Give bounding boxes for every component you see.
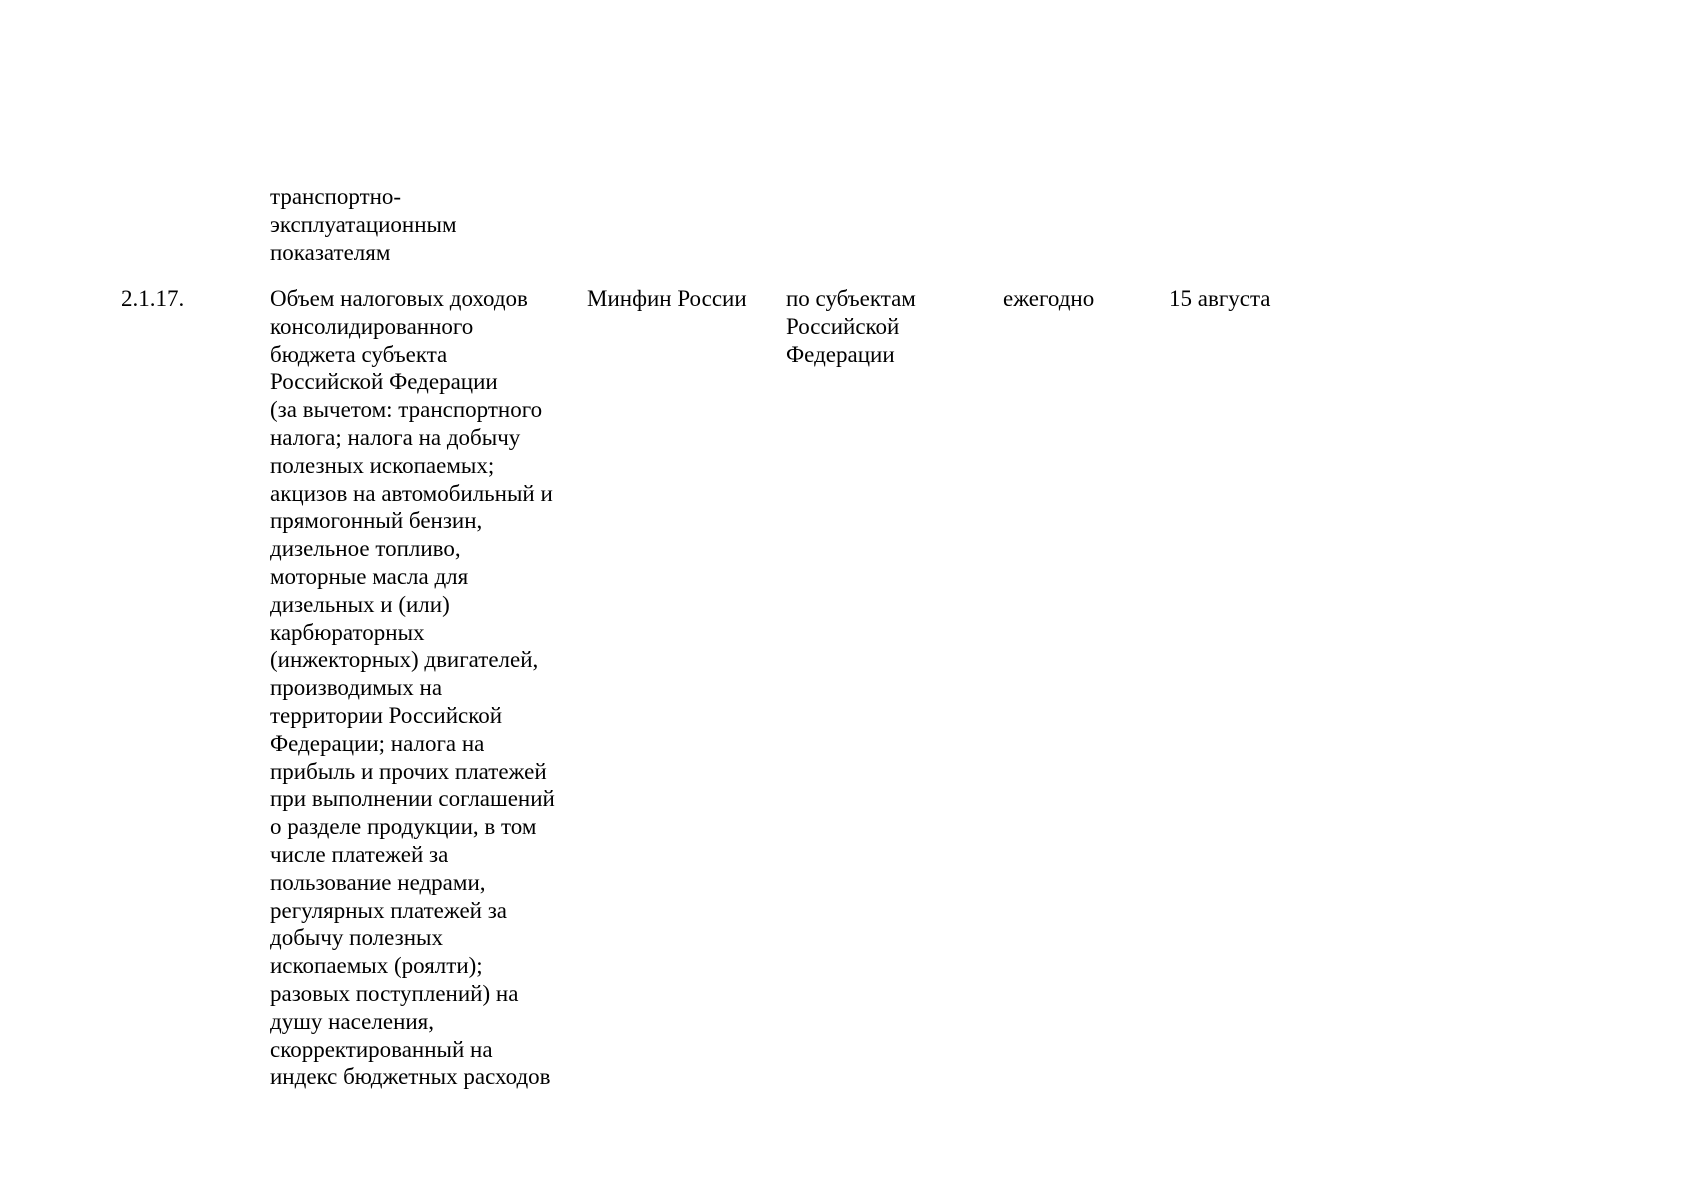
text-line: скорректированный на [270, 1036, 493, 1062]
text-line: Объем налоговых доходов [270, 286, 528, 311]
continued-indicator-name [270, 183, 457, 266]
text-line: при выполнении соглашений [270, 786, 555, 812]
text-line: акцизов на автомобильный и [270, 480, 553, 506]
text-line: моторные масла для [270, 563, 469, 589]
text-line: дизельных и (или) [270, 591, 450, 617]
text-line: индекс бюджетных расходов [270, 1064, 551, 1090]
aggregation-level [786, 285, 916, 368]
text-line: карбюраторных [270, 619, 425, 645]
text-line: эксплуатационным [270, 211, 457, 237]
text-line: бюджета субъекта [270, 341, 448, 367]
text-line: пользование недрами, [270, 869, 486, 895]
text-line: производимых на [270, 675, 443, 701]
text-line: (за вычетом: транспортного [270, 397, 543, 423]
responsible-agency: Минфин России [587, 286, 747, 311]
text-line: дизельное топливо, [270, 536, 461, 562]
row-number: 2.1.17. [121, 286, 185, 311]
text-line: прибыль и прочих платежей [270, 758, 547, 784]
text-line: ископаемых (роялти); [270, 953, 483, 979]
text-line: консолидированного [270, 313, 474, 339]
text-line: полезных ископаемых; [270, 452, 495, 478]
text-line: Федерации [786, 341, 895, 367]
text-line: числе платежей за [270, 841, 449, 867]
text-line: прямогонный бензин, [270, 508, 483, 534]
text-line: территории Российской [270, 702, 503, 728]
text-line: показателям [270, 239, 391, 265]
text-line: разовых поступлений) на [270, 980, 519, 1006]
text-line: Федерации; налога на [270, 730, 485, 756]
text-line: о разделе продукции, в том [270, 814, 537, 840]
text-line: Российской Федерации [270, 369, 498, 395]
text-line: налога; налога на добычу [270, 424, 521, 450]
text-line: транспортно- [270, 184, 402, 209]
text-line: регулярных платежей за [270, 897, 508, 923]
text-line: по субъектам [786, 286, 916, 311]
frequency: ежегодно [1003, 286, 1095, 311]
deadline: 15 августа [1169, 286, 1271, 311]
text-line: (инжекторных) двигателей, [270, 647, 539, 673]
text-line: добычу полезных [270, 925, 443, 951]
text-line: душу населения, [270, 1008, 435, 1034]
text-line: Российской [786, 313, 900, 339]
indicator-name [270, 285, 555, 1091]
